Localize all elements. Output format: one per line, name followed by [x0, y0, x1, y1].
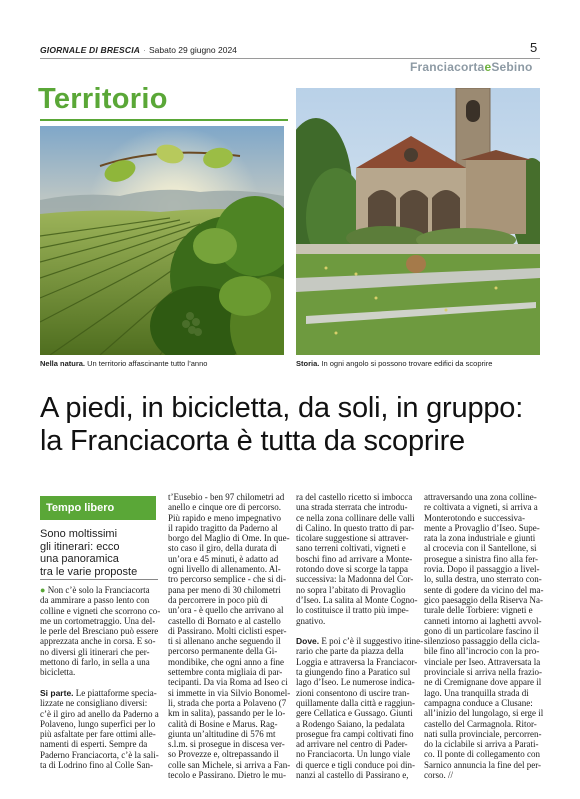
summary-line: Sono moltissimi [40, 528, 118, 540]
photo-caption-1 [40, 359, 207, 368]
masthead: GIORNALE DI BRESCIA · Sabato 29 giugno 2024 [40, 45, 237, 55]
body-line: ce nella zona collinare delle valli [296, 512, 415, 523]
body-line: di querce e tigli conduce poi din- [296, 759, 415, 770]
body-line: gono di un particolare fascino il [424, 625, 539, 636]
body-line: prosegue a sinistra fino alla fer- [424, 553, 539, 564]
body-line: da percorrere in poco più di [168, 594, 268, 605]
body-line: campagna conduce a Clusane: [424, 697, 533, 708]
body-line: calità di Bosine e Marus. Rag- [168, 718, 278, 729]
body-line: all’inizio del lungolago, si erge il [424, 708, 544, 719]
body-line: prosegue fra campi coltivati fino [296, 728, 414, 739]
body-column-1: ● Non c’è solo la Franciacorta da ammirare a passo lento con colline e vigneti che scorrono co- me un cortometraggio. Una del- le perle del Bresciano può essere apprezzata anche in corsa. E so- no diversi gli itinerari che per- mettono di farlo, in sella a una bicicletta. Si parte. Le piattaforme specia- lizzate ne consigliano diversi: c’è il giro ad anello da Paderno a Polaveno, lungo superfici per lo più asfaltate per fare ottimi alle- namenti di esperti. Sempre da Paderno Franciacorta, c’è la sali- ta di Lodrino fino al Colle San- [40, 585, 161, 771]
body-line: giunta un’altitudine di 576 mt [168, 728, 276, 739]
summary-rule [40, 579, 158, 580]
body-line: quillamente dalla città e raggiun- [296, 697, 415, 708]
body-line: successiva: la Madonna del Cor- [296, 574, 414, 585]
body-line: so Provezze e, oltrepassando il [168, 749, 279, 760]
section-tag-conj: e [484, 60, 492, 74]
body-line: gere Cellatica e Gussago. Giunti [296, 708, 413, 719]
body-line: ticolare suggestione si attraver- [296, 533, 409, 544]
body-line: rotondo dove si scorge la tappa [296, 564, 409, 575]
body-line: boschi fino ad arrivare a Monte- [296, 553, 413, 564]
body-line: colle san Michele, si arriva a Fan- [168, 759, 291, 770]
body-line: re coltivata a vigneti, si arriva a [424, 502, 538, 513]
body-line: pana per meno di 30 chilometri [168, 584, 281, 595]
body-line: li, strada che porta a Polaveno (7 [168, 697, 287, 708]
body-line: un’ora - è quello che arrivano al [168, 605, 284, 616]
body-line: si immette in via Silvio Bonomel- [168, 687, 291, 698]
body-line: nanzi al castello di Passirano e, [296, 770, 409, 781]
body-line: settembre conta migliaia di par- [168, 667, 283, 678]
body-line: percorso permanente della Gi- [168, 646, 278, 657]
headline-line-1: A piedi, in bicicletta, da soli, in gruppo: [40, 392, 524, 424]
bullet-dot-icon: ● [40, 585, 48, 595]
body-line: un’ora e 45 minuti, è adatto ad [168, 553, 279, 564]
kicker-label: Tempo libero [46, 502, 115, 514]
body-line: tro percorso semplice - che si di- [168, 574, 286, 585]
body-line: lo, sulla destra, uno sterrato con- [424, 574, 542, 585]
body-line: do la ciclabile si arriva a Parati- [424, 739, 539, 750]
body-line: ti si allenano anche seguendo il [168, 636, 281, 647]
body-line: ogni livello di allenamento. Al- [168, 564, 281, 575]
body-line: lago. Una tranquilla strada di [424, 687, 529, 698]
summary-line: una panoramica [40, 553, 119, 565]
body-line: bile fino all’incrocio con la pro- [424, 646, 540, 657]
headline-line-2: la Franciacorta è tutta da scoprire [40, 425, 465, 457]
body-line: t’Eusebio - ben 97 chilometri ad [168, 492, 285, 502]
body-line: sente di godere da vicino del ma- [424, 584, 544, 595]
body-line: s.l.m. si prosegue in discesa ver- [168, 739, 285, 750]
body-line: anello e cinque ore di percorso. [168, 502, 281, 513]
newspaper-name: GIORNALE DI BRESCIA [40, 45, 141, 55]
body-line: gico paesaggio della Riserva Na- [424, 594, 543, 605]
section-underline [40, 119, 288, 121]
body-line: provinciale si arriva nella frazio- [424, 667, 542, 678]
caption-1-bold: Nella natura. [40, 359, 86, 368]
body-line: rata la zona industriale e giunti [424, 533, 536, 544]
body-line: Più rapido e meno impegnativo [168, 512, 281, 523]
body-line: castello di Bornato e al castello [168, 615, 281, 626]
kicker-box [40, 496, 156, 520]
body-line: castello del Carmagnola. Ritor- [424, 718, 537, 729]
body-line: Monterotondo e successiva- [424, 512, 525, 523]
body-line: ra del castello ricetto si imbocca [296, 492, 413, 502]
section-tag [410, 60, 533, 74]
body-line: ta giungendo fino a Paratico sul [296, 667, 411, 678]
body-line: no sopra l’abitato di Provaglio [296, 584, 406, 595]
body-line: canneti intorno ai laghetti avvol- [424, 615, 542, 626]
body-line: zioni consentono di uscire tran- [296, 687, 410, 698]
body-line: nati sulla provinciale, percorren- [424, 728, 542, 739]
body-column-4 [424, 492, 543, 780]
summary-line: gli itinerari: ecco [40, 540, 120, 553]
caption-2-bold: Storia. [296, 359, 320, 368]
body-line: Dove. E poi c’è il suggestivo itine- [296, 636, 424, 647]
body-line: di Calino. In questo tratto di par- [296, 522, 415, 533]
body-line: lo costituisce il tratto più impe- [296, 605, 409, 616]
body-line: sto caso il giro, della durata di [168, 543, 277, 554]
body-line: rovia. Dopo il passaggio a livel- [424, 564, 540, 575]
body-line: mondibike, che ogni anno a fine [168, 656, 284, 667]
body-line: Loggia e attraversa la Franciacor- [296, 656, 418, 667]
section-tag-part1: Franciacorta [410, 60, 485, 74]
vineyard-photo [40, 126, 284, 355]
body-line: no Franciacorta. Un lungo viale [296, 749, 411, 760]
runin-dove: Dove. [296, 636, 320, 647]
body-line: mente a Provaglio d’Iseo. Supe- [424, 522, 540, 533]
body-line: di Passirano. Molti ciclisti esper- [168, 625, 287, 636]
body-line: tecipanti. Da via Roma ad Iseo ci [168, 677, 288, 688]
body-line: turale delle Torbiere: vigneti e [424, 605, 533, 616]
body-line: il rapido tragitto da Paderno al [168, 522, 278, 533]
article-headline [40, 392, 540, 458]
body-line: rario che parte da piazza della [296, 646, 404, 657]
article-summary [40, 528, 160, 578]
body-line: borgo del Maglio di Ome. In que- [168, 533, 290, 544]
caption-1-text: Un territorio affascinante tutto l’anno [85, 359, 208, 368]
church-photo [296, 88, 540, 355]
body-line: silenzioso passaggio della cicla- [424, 636, 540, 647]
body-line: ad arrivare nel centro di Pader- [296, 739, 408, 750]
body-line: d’Iseo. La salita al Monte Cogno- [296, 594, 418, 605]
page-number: 5 [530, 40, 538, 55]
body-column-2 [168, 492, 291, 781]
body-line: lago d’Iseo. Le numerose indica- [296, 677, 415, 688]
runin-si-parte: Si parte. [40, 687, 74, 698]
section-tag-part2: Sebino [491, 60, 533, 74]
body-line: gnativo. [296, 615, 326, 626]
body-line: al crocevia con il Santellone, si [424, 543, 537, 554]
body-line: ne di Cremignane dove appare il [424, 677, 542, 688]
body-line: corso. // [424, 770, 453, 781]
body-line: Sarnico annuncia la fine del per- [424, 759, 542, 770]
body-line: una strada sterrata che introdu- [296, 502, 408, 513]
body-line: km in salita), passando per le lo- [168, 708, 286, 719]
body-line: co. Il ponte di collegamento con [424, 749, 540, 760]
caption-2-text: In ogni angolo si possono trovare edifici da scoprire [319, 359, 493, 368]
summary-line: tra le varie proposte [40, 565, 138, 578]
header-rule [40, 58, 540, 59]
issue-date: Sabato 29 giugno 2024 [148, 45, 237, 55]
body-line: attraversando una zona colline- [424, 492, 537, 502]
body-line: sano terreni coltivati, vigneti e [296, 543, 406, 554]
body-line: tecolo e Passirano. Dietro le mu- [168, 770, 286, 781]
body-column-3 [296, 492, 424, 781]
section-title: Territorio [38, 83, 168, 115]
photo-caption-2 [296, 359, 492, 368]
body-line: a Rodengo Saiano, la pedalata [296, 718, 405, 729]
body-line: vinciale per Iseo. Attraversata la [424, 656, 541, 667]
